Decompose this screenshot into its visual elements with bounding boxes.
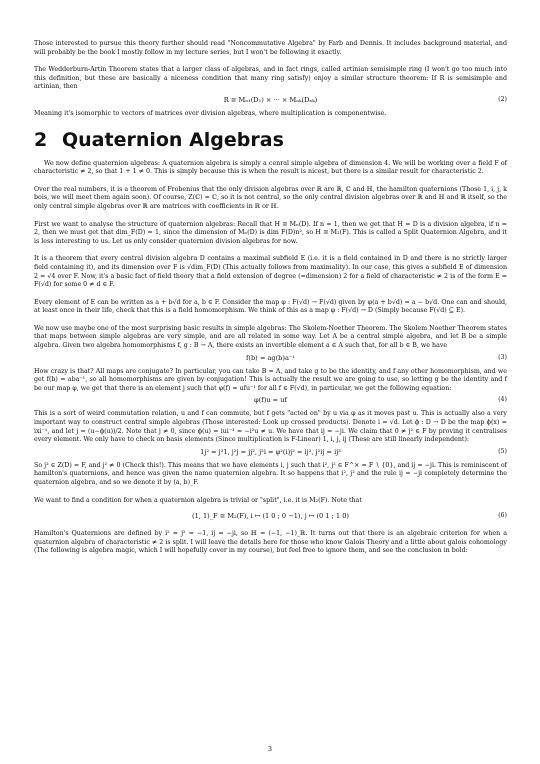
equation-3 (34, 352, 507, 364)
equation-5-number: (5) (498, 447, 507, 455)
paragraph-structure: First we want to analyse the structure of quaternion algebras: Recall that H ≅ Mₙ(D). If n = 1, then we get that H = D is a division algebra, if n = 2, then we must get that dim_F(D) = 1, since the dimension of Mₙ(D) is dim F(D)n², so H ≅ M₂(F). This is called a Split Quaternion Algebra, and it is less interesting to us. Let us only consider quaternion division algebras for now. (34, 220, 507, 245)
paragraph-intro: Those interested to pursue this theory further should read "Noncommutative Algebra" by Farb and Dennis. It includes background material, and will probably be the book I mostly follow in my lecture series, but I won't be following it exactly. (34, 40, 507, 56)
section-number: 2 (34, 128, 48, 151)
equation-6-body: (1, 1)_F ≅ M₂(F), i ↦ (1 0 ; 0 −1), j ↦ (0 1 ; 1 0) (192, 512, 349, 521)
paragraph-conjugation: How crazy is that? All maps are conjugate? In particular, you can take B = A, and take g to be the identity, and f any other homomorphism, and we get f(b) = aba⁻¹, so all homomorphisms are given by conjugation! This is actually the result we are going to use, so letting g be the identity and f be our map φ, we get that there is an element j such that φ(f) = ufu⁻¹ for all f ∈ F(√d), in particular, we get the following equation: (34, 367, 507, 392)
equation-4 (34, 394, 507, 406)
equation-2 (34, 94, 507, 106)
paragraph-maximal-subfield: It is a theorem that every central division algebra D contains a maximal subfield E (i.e. it is a field contained in D and there is no strictly larger field containing it), and its dimension over F is √dim_F(D) (This actually follows from maximality). In our case, this gives a subfield E of dimension 2 = √4 over F. Now, it's a basic fact of field theory that a field extension of degree (=dimension) 2 for a field of characteristic ≠ 2 is of the form E = F(√d) for some 0 ≠ d ∈ F. (34, 255, 507, 289)
equation-3-number: (3) (498, 353, 507, 361)
equation-3-body: f(b) = ag(b)a⁻¹ (245, 353, 296, 362)
document-body (34, 40, 507, 565)
paragraph-wedderburn: The Wedderburn-Artin Theorem states that a larger class of algebras, and in fact rings, called artinian semisimple ring (I won't go too much into this definition, but these are basically a niceness condition that many ring satisfy) enjoy a similar structure theorem: If R is semisimple and artinian, then (34, 66, 507, 91)
paragraph-meaning: Meaning it's isomorphic to vectors of matrices over division algebras, where multiplication is componentwise. (34, 109, 387, 117)
paragraph-split-condition: We want to find a condition for when a quaternion algebra is trivial or "split", i.e. it is M₂(F). Note that (34, 496, 362, 504)
equation-2-number: (2) (498, 95, 507, 103)
equation-5-body: 1j² = j²1, j²j = jj², j²i = φ²(i)j² = ij², j²ij = ij³ (200, 447, 341, 456)
page-number: 3 (267, 745, 273, 753)
equation-6-number: (6) (498, 512, 507, 520)
paragraph-center: So j² ∈ Z(D) = F, and j² ≠ 0 (Check this!). This means that we have elements i, j such that i², j² ∈ F^× = F ∖ {0}, and ij = −ji. This is reminiscent of hamilton's quaternions, and hence was given the name quaternion algebra. It so happens that i², j² and the rule ij = −ji completely determine the quaternion algebra, and so we denote it by (a, b)_F. (34, 461, 507, 486)
equation-5 (34, 446, 507, 458)
paragraph-commutation: This is a sort of weird commutation relation, u and f can commute, but f gets "acted on" by u via φ as it moves past u. This is actually also a very important way to construct central simple algebras (Those interested: Look up crossed products). Denote i = √d. Let ϕ : D → D be the map ϕ(x) = ixi⁻¹, and let j = (u−ϕ(u))/2. Note that j ≠ 0, since ϕ(u) = iui⁻¹ = −i²u ≠ u. We have that ij = −ji. We claim that 0 ≠ j² ∈ F by proving it centralises every element. We only have to check on basis elements (Since multiplication is F-Linear) 1, i, j, ij (These are still linearly independent): (34, 410, 507, 444)
paragraph-skolem-noether: We now use maybe one of the most surprising basic results in simple algebras: The Skolem-Noether Theorem. The Skolem Noether Theorem states that maps between simple algebras are very simple, and are all related in some way. Let A be a central simple algebra, and let B be a simple algebra. Given two algebra homomorphisms f, g : B → A, there exists an invertible element a ∈ A such that, for all b ∈ B, we have (34, 324, 507, 350)
paragraph-frobenius: Over the real numbers, it is a theorem of Frobenius that the only division algebras over ℝ are ℝ, ℂ and ℍ, the hamilton quaternions (Those 1, i, j, k bois, we will meet them again soon). Of course, Z(ℂ) = ℂ, so it is not central, so the only central division algebras over ℝ and ℍ and ℝ itself, so the only central simple algebras over ℝ are matrices with coefficients in ℝ or ℍ. (34, 185, 507, 210)
equation-6 (34, 506, 507, 526)
paragraph-field-homomorphism: Every element of E can be written as a + b√d for a, b ∈ F. Consider the map φ : F(√d) → F(√d) given by φ(a + b√d) = a − b√d. One can and should, at least once in their life, check that this is a field homomorphism. We think of this as a map φ : F(√d) → D (Simply because F(√d) ⊆ E). (34, 298, 507, 315)
equation-4-body: φ(f)u = uf (254, 396, 287, 405)
equation-4-number: (4) (498, 396, 507, 404)
paragraph-hamilton: Hamilton's Quaternions are defined by i² = j² = −1, ij = −ji, so ℍ = (−1, −1)_ℝ. It turns out that there is an algebraic criterion for when a quaternion algebra of characteristic ≠ 2 is split. I will leave the details here for those who know Galois Theory and a little about galois cohomology (The following is algebra magic, which I will hopefully cover in my course), but feel free to ignore them, and see the conclusion in bold: (34, 530, 507, 555)
paragraph-definition: We now define quaternion algebras: A quaternion algebra is simply a cenral simple algebra of dimension 4. We will be working over a field F of characteristic ≠ 2, so that 1 + 1 ≠ 0. This is simply because this is when the result is nicest, but there is a similar result for characteristic 2. (34, 159, 507, 176)
equation-2-body: R ≅ Mₙ₁(D₁) × ··· × Mₙₖ(Dₙₖ) (223, 95, 318, 104)
section-title: Quaternion Algebras (62, 128, 284, 151)
section-heading (34, 128, 507, 152)
